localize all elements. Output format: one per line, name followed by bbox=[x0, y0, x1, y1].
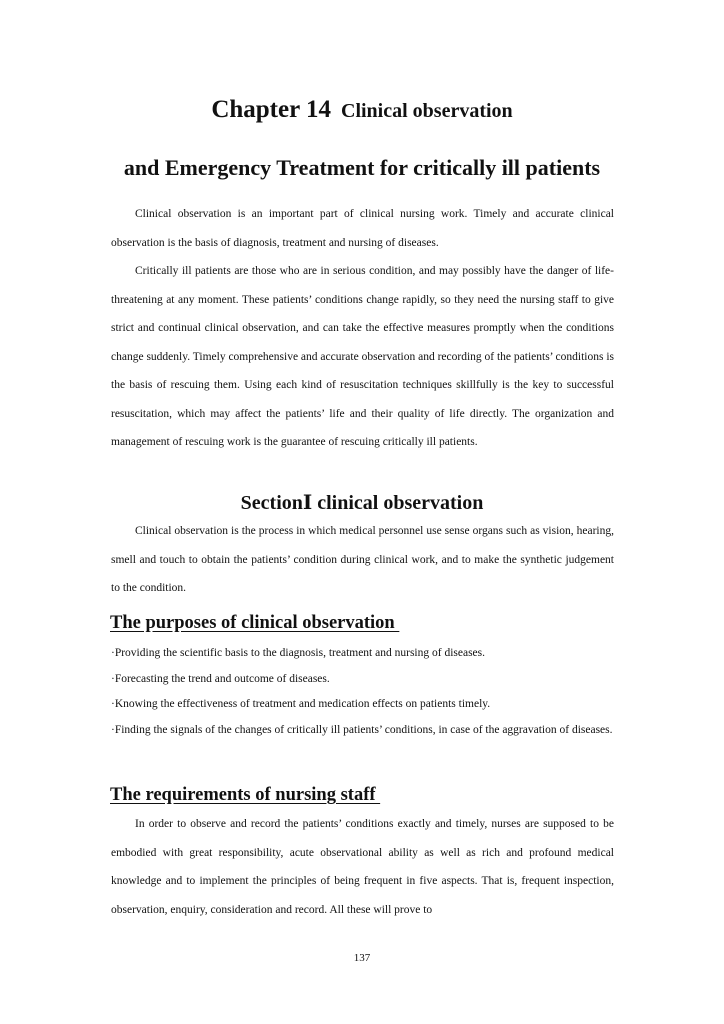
intro-paragraph-1: Clinical observation is an important part of clinical nursing work. Timely and accurate clinical observation is the basis of diagnosis, treatment and nursing of diseases. bbox=[111, 208, 614, 249]
chapter-title bbox=[0, 96, 724, 124]
purposes-heading: The purposes of clinical observation bbox=[110, 613, 400, 633]
intro-paragraph-2: Critically ill patients are those who are in serious condition, and may possibly have the danger of life-threatening at any moment. These patients’ conditions change rapidly, so they need the nursing staff to give strict and continual clinical observation, and can take the effective measures promptly when the conditions change suddenly. Timely comprehensive and accurate observation and recording of the patients’ conditions is the basis of rescuing them. Using each kind of resuscitation techniques skillfully is the key to successful resuscitation, which may affect the patients’ life and their quality of life directly. The organization and management of rescuing work is the guarantee of rescuing critically ill patients. bbox=[111, 265, 614, 448]
purposes-list bbox=[111, 641, 614, 743]
chapter-subtitle: and Emergency Treatment for critically ill patients bbox=[123, 155, 601, 180]
intro-text bbox=[111, 200, 614, 457]
requirements-heading: The requirements of nursing staff bbox=[110, 785, 381, 805]
list-item: ·Providing the scientific basis to the diagnosis, treatment and nursing of diseases. bbox=[111, 647, 485, 659]
requirements-text bbox=[111, 810, 614, 924]
chapter-title-part1: Clinical observation bbox=[341, 100, 513, 122]
list-item: ·Finding the signals of the changes of critically ill patients’ conditions, in case of the aggravation of diseases. bbox=[111, 723, 613, 736]
list-item: ·Knowing the effectiveness of treatment and medication effects on patients timely. bbox=[111, 698, 491, 710]
section1-paragraph: Clinical observation is the process in which medical personnel use sense organs such as vision, hearing, smell and touch to obtain the patients’ condition during clinical work, and to make the synthetic judgement to the condition. bbox=[111, 525, 614, 594]
page-number: 137 bbox=[353, 952, 371, 964]
requirements-paragraph: In order to observe and record the patients’ conditions exactly and timely, nurses are supposed to be embodied with great responsibility, acute observational ability as well as rich and profound medical knowledge and to implement the principles of being frequent in five aspects. That is, frequent inspection, observation, enquiry, consideration and record. All these will prove to bbox=[111, 818, 614, 916]
section1-text bbox=[111, 517, 614, 603]
chapter-number: Chapter 14 bbox=[211, 96, 331, 123]
section-title: SectionⅠ clinical observation bbox=[240, 492, 484, 514]
list-item: ·Forecasting the trend and outcome of diseases. bbox=[111, 672, 330, 685]
